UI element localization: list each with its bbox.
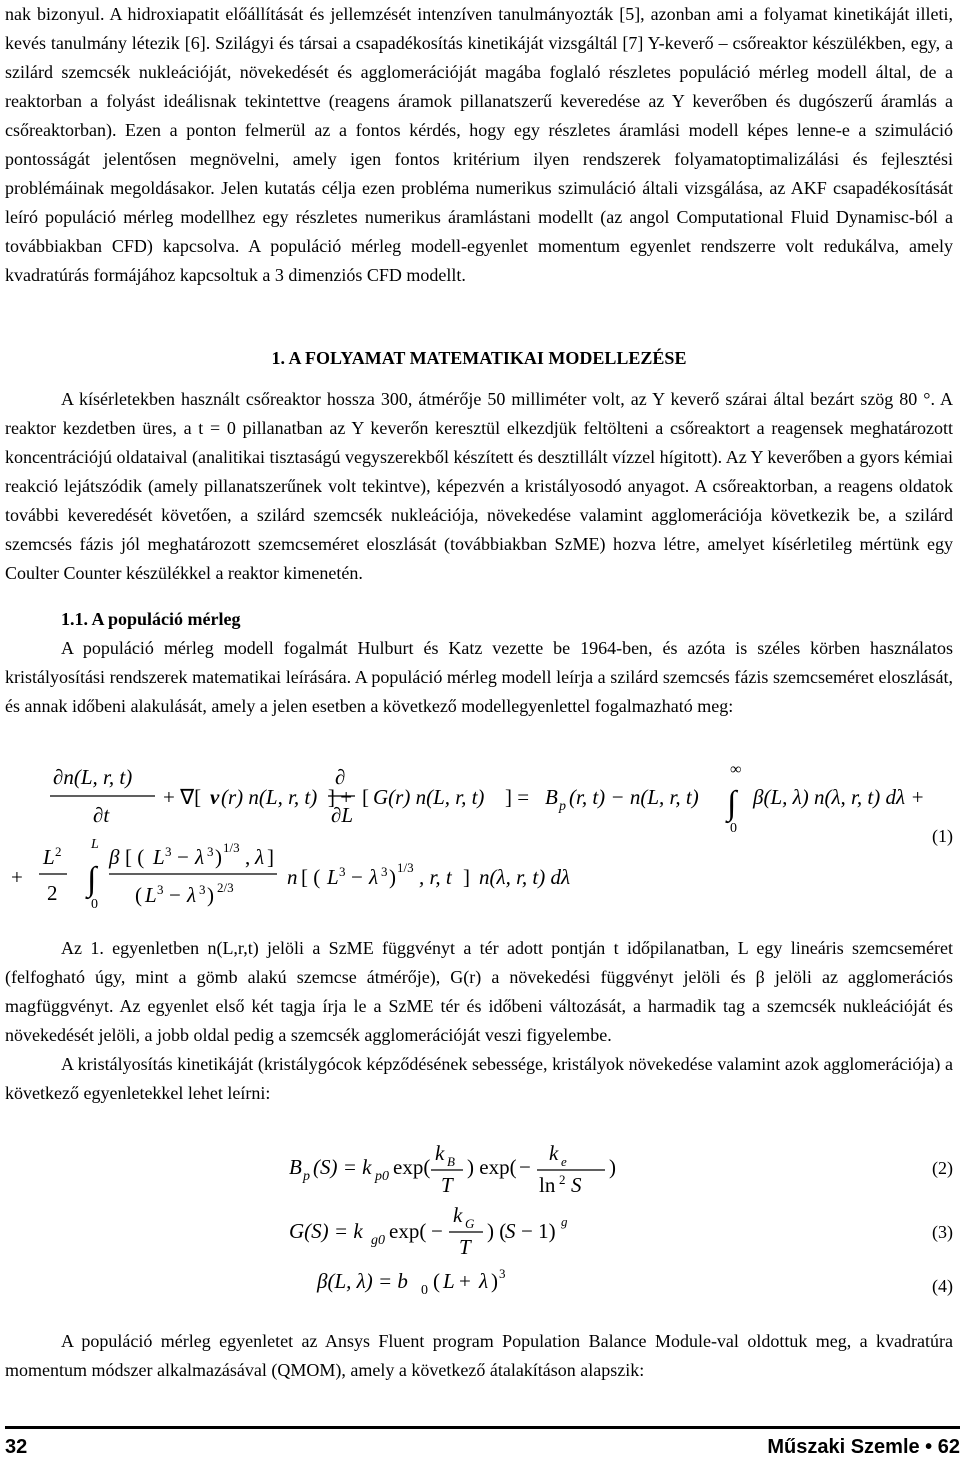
svg-text:): ) <box>389 865 396 889</box>
svg-text:2: 2 <box>559 1172 566 1187</box>
svg-text:−: − <box>519 1155 531 1179</box>
svg-text:B: B <box>289 1155 302 1179</box>
svg-text:0: 0 <box>421 1283 428 1298</box>
svg-text:p0: p0 <box>375 1169 389 1184</box>
svg-text:∂: ∂ <box>335 765 346 789</box>
svg-text:k: k <box>435 1141 445 1165</box>
equation-4-formula <box>5 1258 805 1308</box>
svg-text:G(S) = k: G(S) = k <box>289 1219 363 1243</box>
equation-4-number: (4) <box>932 1276 953 1296</box>
svg-text:T: T <box>441 1173 453 1197</box>
svg-text:p: p <box>303 1169 310 1184</box>
svg-text:]: ] <box>267 845 274 869</box>
svg-text:− 1): − 1) <box>521 1219 556 1243</box>
section-1-1-title: 1.1. A populáció mérleg <box>61 609 241 629</box>
svg-text:S: S <box>505 1219 516 1243</box>
footer-rule <box>5 1426 960 1429</box>
svg-text:∂n(L, r, t): ∂n(L, r, t) <box>53 765 133 789</box>
svg-text:3: 3 <box>381 864 388 879</box>
svg-text:0: 0 <box>91 897 98 912</box>
svg-text:exp(: exp( <box>393 1155 431 1179</box>
section-1 <box>5 344 953 588</box>
svg-text:]: ] <box>463 865 470 889</box>
svg-text:g: g <box>561 1214 568 1229</box>
equation-3-number: (3) <box>932 1222 953 1242</box>
section-1-1-text-2 <box>5 934 953 1108</box>
svg-text:B: B <box>545 785 558 809</box>
svg-text:−: − <box>169 883 181 907</box>
section-1-title: 1. A FOLYAMAT MATEMATIKAI MODELLEZÉSE <box>271 348 687 368</box>
svg-text:λ: λ <box>195 845 205 869</box>
svg-text:L: L <box>153 845 165 869</box>
svg-text:∂t: ∂t <box>93 803 110 827</box>
svg-text:β(L, λ) n(λ, r, t) dλ +: β(L, λ) n(λ, r, t) dλ + <box>753 785 925 809</box>
svg-text:2: 2 <box>55 844 62 859</box>
svg-text:+: + <box>11 865 23 889</box>
svg-text:): ) <box>207 883 214 907</box>
page-footer <box>5 1426 960 1470</box>
svg-text:, r, t: , r, t <box>419 865 452 889</box>
svg-text:] =: ] = <box>505 785 530 809</box>
svg-text:(: ( <box>135 883 142 907</box>
svg-text:3: 3 <box>157 882 164 897</box>
svg-text:λ: λ <box>187 883 197 907</box>
svg-text:B: B <box>447 1154 455 1169</box>
intro-paragraph: nak bizonyul. A hidroxiapatit előállítását és jellemzését intenzíven tanulmányozták [5], azonban ami a folyamat kinetikáját illeti, kevés tanulmány létezik [6]. Szilágyi és társai a csapadékosítás kinetikáját vizsgáltál [7] Y-keverő – csőreaktor készülékben, egy, a szilárd szemcsék nukleációját, növekedését és agglomerációját magába foglaló részletes populáció mérleg modell által, de a reaktorban a folyást ideálisnak tekintettve (reagens áramok pillanatszerű keveredése az Y keverőben és dugószerű áramlás a csőreaktorban). Ezen a ponton felmerül az a fontos kérdés, hogy egy részletes áramlási modell képes lenne-e a szimuláció pontosságát jelentősen megnövelni, amely igen fontos kritérium ilyen rendszerek folyamatoptimalizálási és fejlesztési problémáinak megoldásakor. Jelen kutatás célja ezen probléma numerikus szimuláció általi vizsgálása, az AKF csapadékosítását leíró populáció mérleg modellhez egy részletes numerikus áramlástani modellt (az angol Computational Fluid Dynamisc-ból a továbbiakban CFD) kapcsolva. A populáció mérleg modell-egyenlet momentum egyenlet rendszerre volt redukálva, amely kvadratúrás formájához kapcsoltuk a 3 dimenziós CFD modellt. <box>5 4 953 285</box>
svg-text:+ ∇[: + ∇[ <box>163 785 202 809</box>
equation-3 <box>5 1198 953 1258</box>
svg-text:) exp(: ) exp( <box>467 1155 517 1179</box>
svg-text:L: L <box>43 845 55 869</box>
svg-text:λ: λ <box>479 1269 489 1293</box>
svg-text:1/3: 1/3 <box>397 860 414 875</box>
svg-text:3: 3 <box>165 844 172 859</box>
svg-text:[ (: [ ( <box>125 845 145 869</box>
section-1-1-paragraph-1: A populáció mérleg modell fogalmát Hulburt és Katz vezette be 1964-ben, és azóta is széles körben használatos kristályosítási rendszerek matematikai leírására. A populáció mérleg modell leírja a szilárd szemcsés fázis szemcseméret eloszlását, és annak időbeni alakulását, amely a jelen esetben a következő modellegyenlettel fogalmazható meg: <box>5 638 953 716</box>
svg-text:v: v <box>210 785 220 809</box>
svg-text:] +: ] + <box>328 785 353 809</box>
svg-text:L: L <box>145 883 157 907</box>
page-number: 32 <box>5 1436 28 1458</box>
svg-text:2: 2 <box>47 881 58 905</box>
svg-text:) (: ) ( <box>487 1219 507 1243</box>
svg-text:∫: ∫ <box>727 785 737 822</box>
section-1-1-text-3 <box>5 1327 953 1385</box>
section-1-1-paragraph-4: A populáció mérleg egyenletet az Ansys Fluent program Population Balance Module-val oldottuk meg, a kvadratúra momentum módszer alkalmazásával (QMOM), amely a következő átalakításon alapszik: <box>5 1331 953 1380</box>
svg-text:k: k <box>549 1141 559 1165</box>
svg-text:L: L <box>443 1269 455 1293</box>
svg-text:[: [ <box>362 785 369 809</box>
svg-text:3: 3 <box>499 1266 506 1281</box>
svg-text:T: T <box>459 1235 471 1259</box>
svg-text:∫: ∫ <box>87 861 97 898</box>
svg-text:,: , <box>245 845 251 869</box>
svg-text:3: 3 <box>199 882 206 897</box>
equation-1 <box>5 760 953 910</box>
svg-text:S: S <box>571 1173 582 1197</box>
svg-text:+: + <box>459 1269 471 1293</box>
svg-text:): ) <box>609 1155 616 1179</box>
section-1-paragraph: A kísérletekben használt csőreaktor hossza 300, átmérője 50 milliméter volt, az Y keverő szárai által bezárt szög 80 °. A reaktor kezdetben üres, a t = 0 pillanatban az Y keverőn keresztül elkezdjük feltölteni a csőreaktort a reagensek meghatározott koncentrációjú oldataival (analitikai tisztaságú vegyszerekből készített és desztillált vízzel hígitott). Az Y keverőben a gyors kémiai reakció lejátszódik (amely pillanatszerűnek volt tekintve), képezvén a kristályosodó anyagot. A csőreaktorban, a reagens oldatok további keveredését követően, a szilárd szemcsék nukleációja, növekedése valamint agglomerációja következik be, a szilárd szemcsés fázis jól meghatározott szemcseméret eloszlását (továbbiakban SzME) hozva létre, amelyet kísérletileg mértünk egy Coulter Counter készülékkel a reaktor kimenetén. <box>5 389 953 583</box>
svg-text:1/3: 1/3 <box>223 840 240 855</box>
svg-text:(: ( <box>433 1269 440 1293</box>
section-1-1-paragraph-3: A kristályosítás kinetikáját (kristálygócok képződésének sebessége, kristályok növekedése valamint azok agglomerációja) a következő egyenletekkel lehet leírni: <box>5 1054 953 1103</box>
svg-text:β: β <box>109 845 120 869</box>
svg-text:(r, t) − n(L, r, t): (r, t) − n(L, r, t) <box>569 785 699 809</box>
svg-text:3: 3 <box>207 844 214 859</box>
svg-text:n(λ, r, t) dλ: n(λ, r, t) dλ <box>479 865 571 889</box>
equation-2-number: (2) <box>932 1158 953 1178</box>
equation-1-formula <box>5 760 925 912</box>
svg-text:): ) <box>491 1269 498 1293</box>
intro-block <box>5 0 953 290</box>
svg-text:[ (: [ ( <box>301 865 321 889</box>
svg-text:k: k <box>453 1203 463 1227</box>
svg-text:n: n <box>287 865 298 889</box>
svg-text:(S) = k: (S) = k <box>313 1155 372 1179</box>
svg-text:): ) <box>215 845 222 869</box>
svg-text:(r) n(L, r, t): (r) n(L, r, t) <box>221 785 318 809</box>
svg-text:3: 3 <box>339 864 346 879</box>
svg-text:G(r) n(L, r, t): G(r) n(L, r, t) <box>373 785 485 809</box>
equation-2-formula <box>5 1138 805 1198</box>
svg-text:exp(: exp( <box>389 1219 427 1243</box>
svg-text:β(L, λ) = b: β(L, λ) = b <box>317 1269 408 1293</box>
svg-text:∂L: ∂L <box>331 803 354 827</box>
equation-4 <box>5 1258 953 1308</box>
equation-2 <box>5 1138 953 1198</box>
svg-text:−: − <box>431 1219 443 1243</box>
svg-text:λ: λ <box>369 865 379 889</box>
equation-1-number: (1) <box>932 826 953 846</box>
section-1-1-paragraph-2: Az 1. egyenletben n(L,r,t) jelöli a SzME függvényt a tér adott pontján t időpilanatban, L egy lineáris szemcseméret (felfogható úgy, mint a gömb alakú szemcse átmérője), G(r) a növekedési függvényt jelöli és β jelöli az agglomerációs magfüggvényt. Az egyenlet első két tagja írja le a SzME tér és időbeni változását, a harmadik tag a szemcsék nukleációját és növekedését jelöli, a jobb oldal pedig a szemcsék agglomerációját veszi figyelembe. <box>5 938 953 1045</box>
journal-title: Műszaki Szemle • 62 <box>767 1436 960 1458</box>
svg-text:G: G <box>465 1216 475 1231</box>
svg-text:0: 0 <box>730 821 737 836</box>
section-1-1 <box>5 605 953 721</box>
svg-text:−: − <box>177 845 189 869</box>
svg-text:p: p <box>559 799 566 814</box>
svg-text:L: L <box>91 837 99 852</box>
svg-text:e: e <box>561 1154 567 1169</box>
svg-text:−: − <box>351 865 363 889</box>
svg-text:∞: ∞ <box>730 761 742 778</box>
equation-3-formula <box>5 1198 805 1258</box>
svg-text:g0: g0 <box>371 1233 385 1248</box>
svg-text:2/3: 2/3 <box>217 880 234 895</box>
svg-text:λ: λ <box>255 845 265 869</box>
svg-text:ln: ln <box>539 1173 556 1197</box>
svg-text:L: L <box>327 865 339 889</box>
